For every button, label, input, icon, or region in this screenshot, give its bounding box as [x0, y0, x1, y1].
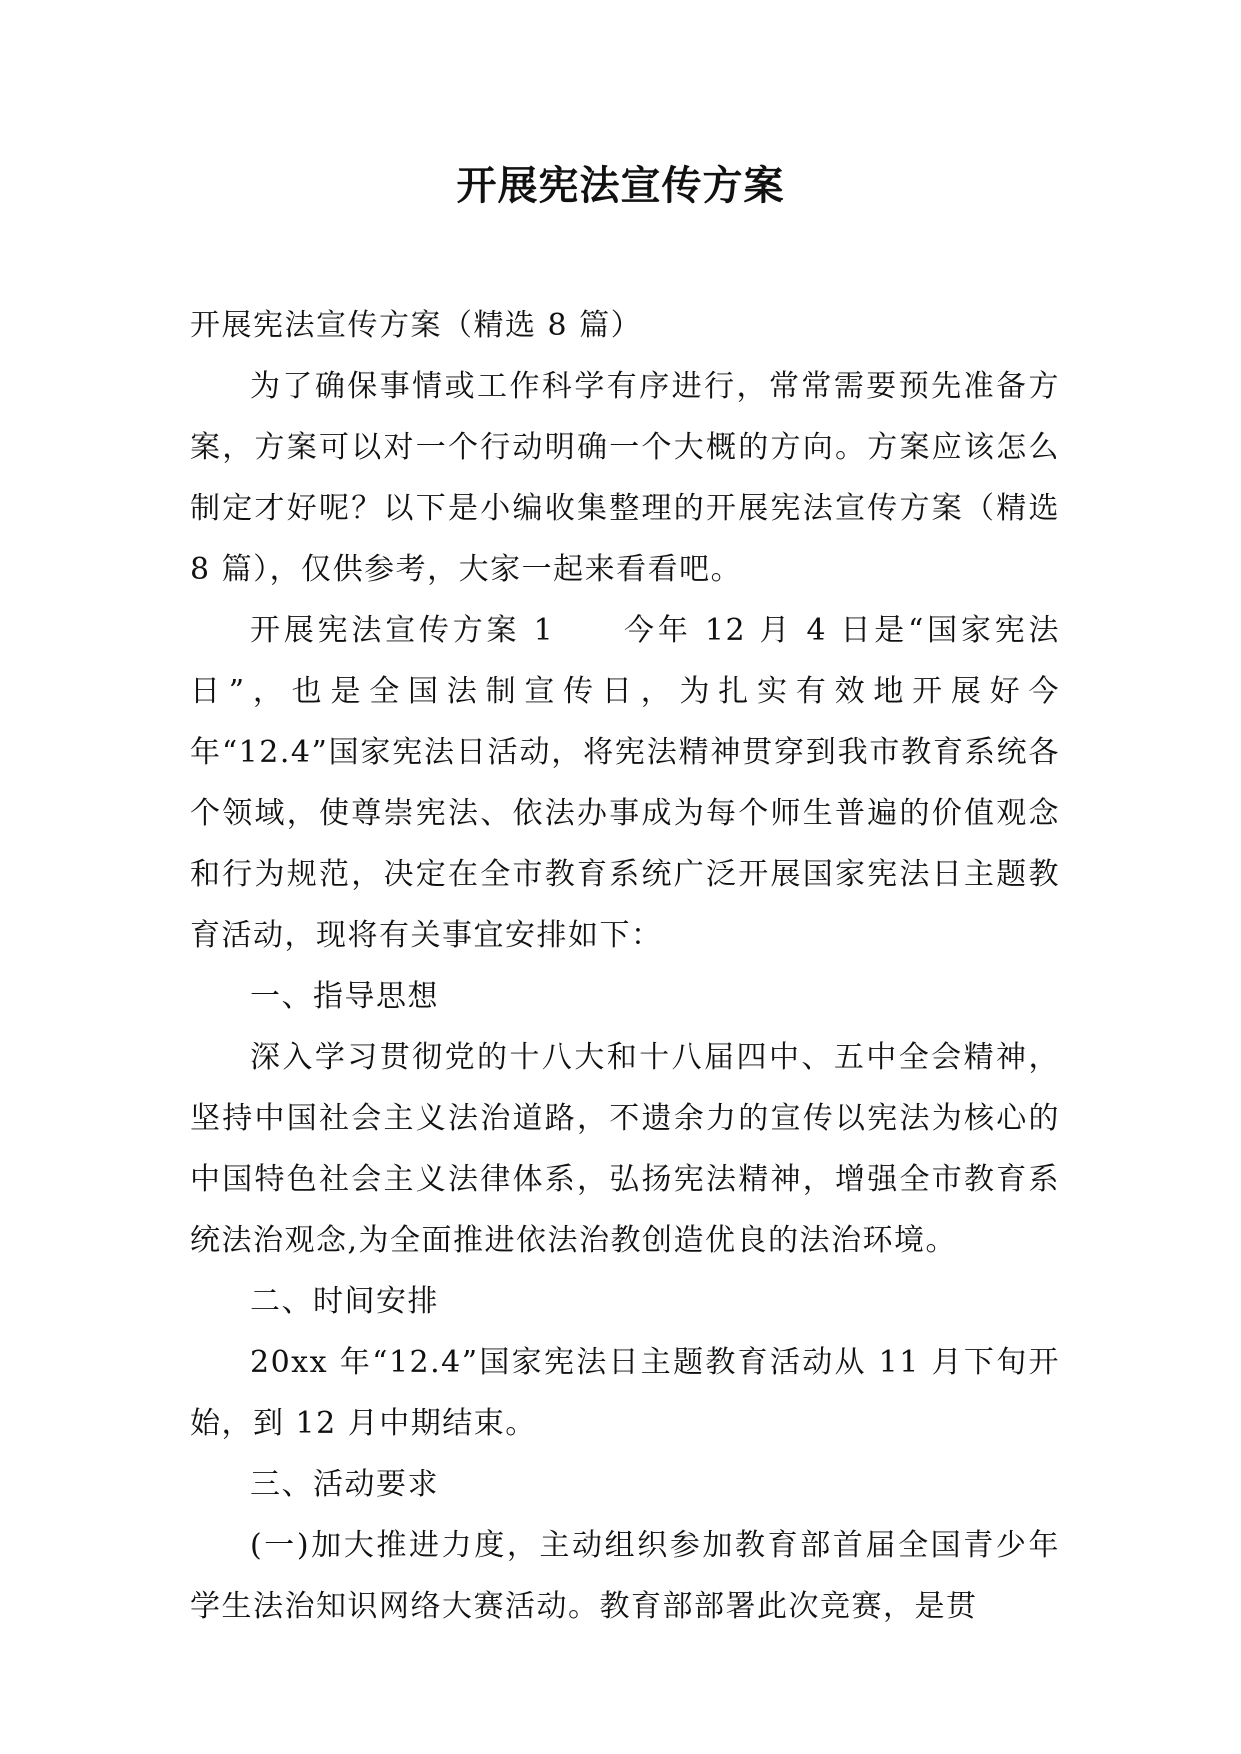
plan-1-paragraph: 开展宪法宣传方案 1 今年 12 月 4 日是“国家宪法日”，也是全国法制宣传日，为扎实有效地开展好今年“12.4”国家宪法日活动，将宪法精神贯穿到我市教育系统各个领域，使尊崇宪法、依法办事成为每个师生普遍的价值观念和行为规范，决定在全市教育系统广泛开展国家宪法日主题教育活动，现将有关事宜安排如下：	[190, 613, 1060, 953]
schedule-paragraph: 20xx 年“12.4”国家宪法日主题教育活动从 11 月下旬开始，到 12 月中期结束。	[190, 1345, 1060, 1441]
guiding-thought-paragraph: 深入学习贯彻党的十八大和十八届四中、五中全会精神，坚持中国社会主义法治道路，不遗余力的宣传以宪法为核心的中国特色社会主义法律体系，弘扬宪法精神，增强全市教育系统法治观念,为全面推进依法治教创造优良的法治环境。	[190, 1040, 1060, 1258]
document-body	[190, 295, 1060, 1637]
section-heading-requirements: 三、活动要求	[250, 1467, 439, 1502]
section-heading-schedule: 二、时间安排	[250, 1284, 439, 1319]
intro-paragraph: 为了确保事情或工作科学有序进行，常常需要预先准备方案，方案可以对一个行动明确一个大概的方向。方案应该怎么制定才好呢？以下是小编收集整理的开展宪法宣传方案（精选 8 篇），仅供参考，大家一起来看看吧。	[190, 369, 1060, 587]
subtitle-paragraph: 开展宪法宣传方案（精选 8 篇）	[190, 308, 643, 343]
requirements-paragraph: (一)加大推进力度，主动组织参加教育部首届全国青少年学生法治知识网络大赛活动。教育部部署此次竞赛，是贯	[190, 1528, 1060, 1624]
section-heading-guiding-thought: 一、指导思想	[250, 979, 439, 1014]
page-title: 开展宪法宣传方案	[456, 163, 785, 209]
